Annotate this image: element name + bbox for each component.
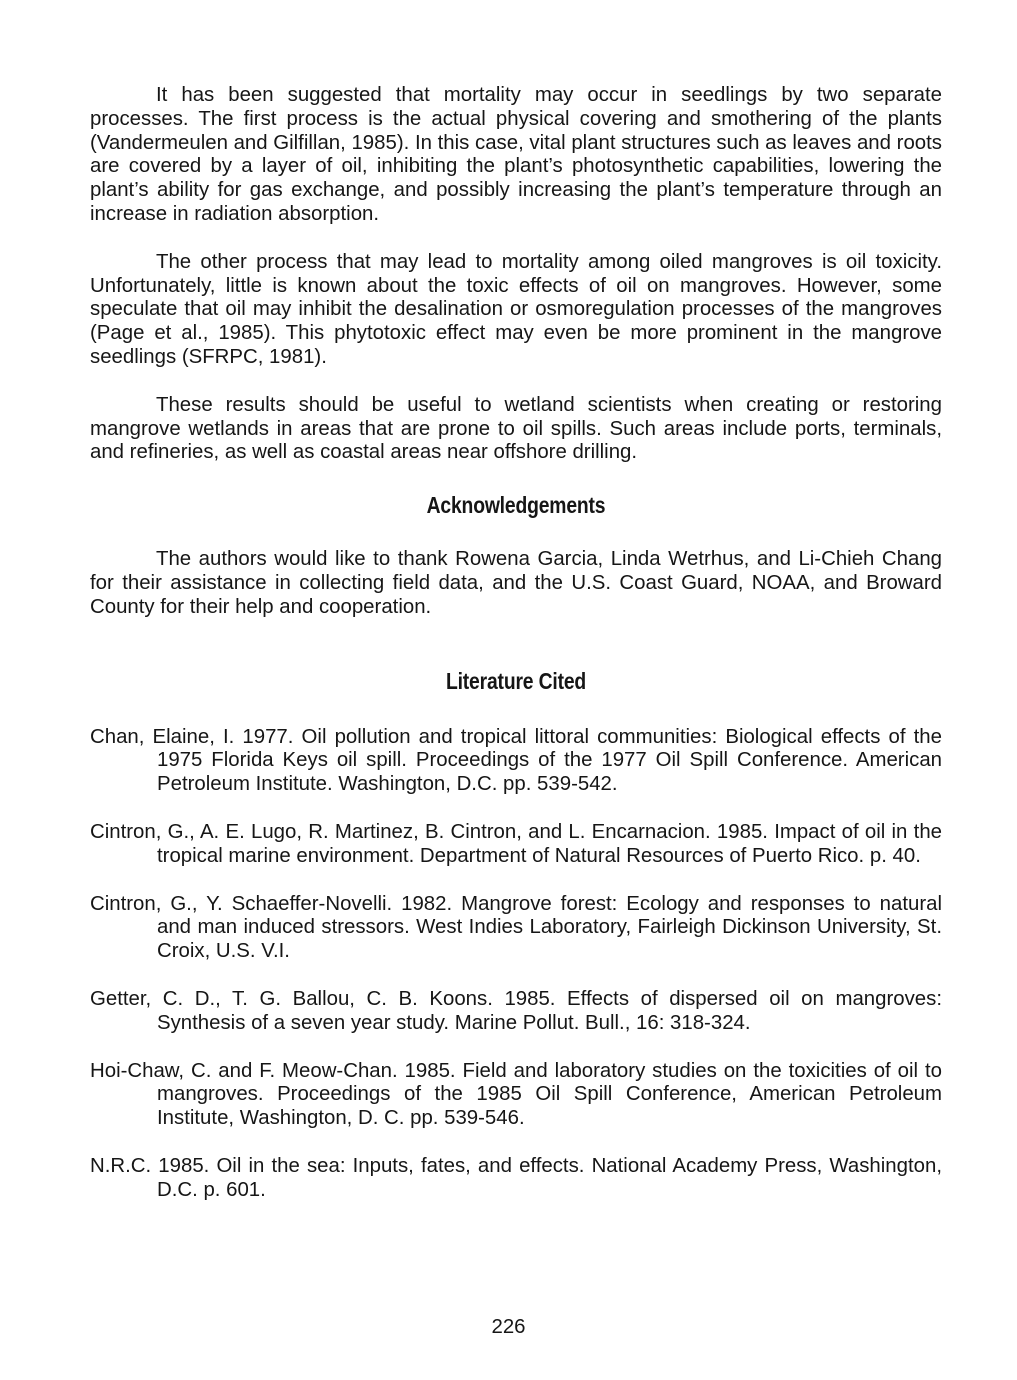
reference-entry: Getter, C. D., T. G. Ballou, C. B. Koons. 1985. Effects of dispersed oil on mangroves: Synthesis of a seven year study. Marine Pollut. Bull., 16: 318-324. [90, 987, 942, 1034]
reference-entry: N.R.C. 1985. Oil in the sea: Inputs, fates, and effects. National Academy Press, Washington, D.C. p. 601. [90, 1154, 942, 1201]
reference-entry: Cintron, G., A. E. Lugo, R. Martinez, B. Cintron, and L. Encarnacion. 1985. Impact of oil in the tropical marine environment. Department of Natural Resources of Puerto Rico. p. 40. [90, 820, 942, 867]
page-number: 226 [491, 1316, 526, 1338]
reference-entry: Cintron, G., Y. Schaeffer-Novelli. 1982. Mangrove forest: Ecology and responses to natural and man induced stressors. West Indies Laboratory, Fairleigh Dickinson University, St. Croix, U.S. V.I. [90, 892, 942, 963]
body-paragraph-mortality-processes: It has been suggested that mortality may occur in seedlings by two separate processes. The first process is the actual physical covering and smothering of the plants (Vandermeulen and Gilfillan, 1985). In this case, vital plant structures such as leaves and roots are covered by a layer of oil, inhibiting the plant’s photosynthetic capabilities, lowering the plant’s ability for gas exchange, and possibly increasing the plant’s temperature through an increase in radiation absorption. [90, 84, 942, 225]
reference-entry: Chan, Elaine, I. 1977. Oil pollution and tropical littoral communities: Biological effects of the 1975 Florida Keys oil spill. Proceedings of the 1977 Oil Spill Conference. American Petroleum Institute. Washington, D.C. pp. 539-542. [90, 725, 942, 796]
body-paragraph-oil-toxicity: The other process that may lead to mortality among oiled mangroves is oil toxicity. Unfortunately, little is known about the toxic effects of oil on mangroves. However, some speculate that oil may inhibit the desalination or osmoregulation processes of the mangroves (Page et al., 1985). This phytotoxic effect may even be more prominent in the mangrove seedlings (SFRPC, 1981). [90, 250, 942, 368]
acknowledgements-paragraph: The authors would like to thank Rowena Garcia, Linda Wetrhus, and Li-Chieh Chang for their assistance in collecting field data, and the U.S. Coast Guard, NOAA, and Broward County for their help and cooperation. [90, 548, 942, 618]
body-paragraph-results: These results should be useful to wetland scientists when creating or restoring mangrove wetlands in areas that are prone to oil spills. Such areas include ports, terminals, and refineries, as well as coastal areas near offshore drilling. [90, 393, 942, 464]
acknowledgements-heading: Acknowledgements [426, 492, 606, 519]
literature-cited-heading: Literature Cited [445, 667, 587, 694]
page-content [90, 84, 942, 1203]
reference-list [90, 726, 942, 1203]
reference-entry: Hoi-Chaw, C. and F. Meow-Chan. 1985. Field and laboratory studies on the toxicities of oil to mangroves. Proceedings of the 1985 Oil Spill Conference, American Petroleum Institute, Washington, D. C. pp. 539-546. [90, 1059, 942, 1130]
